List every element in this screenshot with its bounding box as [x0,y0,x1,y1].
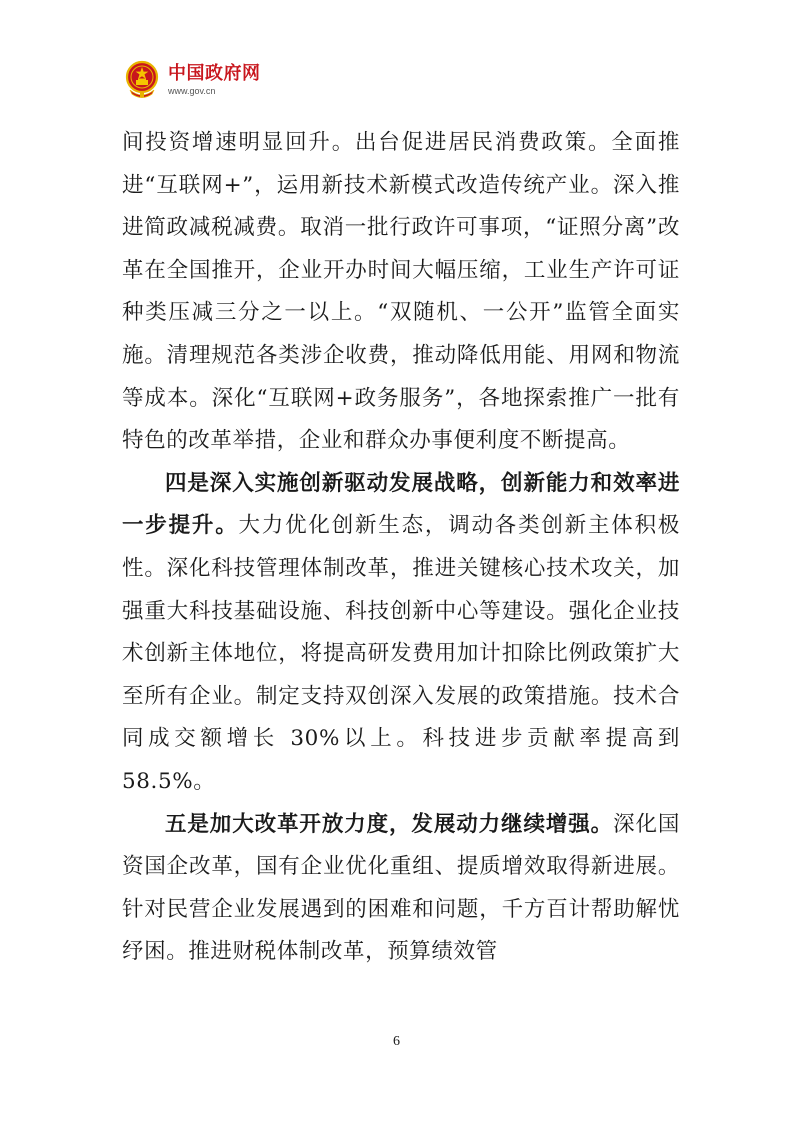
page-number: 6 [393,1034,400,1049]
paragraph-2-text: 大力优化创新生态，调动各类创新主体积极性。深化科技管理体制改革，推进关键核心技术攻关，加强重大科技基础设施、科技创新中心等建设。强化企业技术创新主体地位，将提高研发费用加计扣除比例政策扩大至所有企业。制定支持双创深入发展的政策措施。技术合同成交额增长 30%以上。科技进步贡献率提高到 58.5%。 [122,513,680,794]
paragraph-1 [122,122,680,463]
document-body [122,122,680,974]
paragraph-2 [122,463,680,804]
site-url: www.gov.cn [168,86,216,96]
site-name: 中国政府网 [168,63,261,84]
paragraph-3-heading: 五是加大改革开放力度，发展动力继续增强。 [165,811,614,837]
national-emblem-icon [124,60,160,100]
paragraph-2-heading: 四是深入实施创新驱动发展战略，创新能力和效率进一步提升。 [122,470,680,539]
brand-block [168,63,261,97]
paragraph-3-text: 深化国资国企改革，国有企业优化重组、提质增效取得新进展。针对民营企业发展遇到的困难和问题，千方百计帮助解忧纾困。推进财税体制改革，预算绩效管 [122,811,680,965]
site-header [124,58,261,102]
paragraph-1-text: 间投资增速明显回升。出台促进居民消费政策。全面推进“互联网+”，运用新技术新模式改造传统产业。深入推进简政减税减费。取消一批行政许可事项，“证照分离”改革在全国推开，企业开办时间大幅压缩，工业生产许可证种类压减三分之一以上。“双随机、一公开”监管全面实施。清理规范各类涉企收费，推动降低用能、用网和物流等成本。深化“互联网+政务服务”，各地探索推广一批有特色的改革举措，企业和群众办事便利度不断提高。 [122,130,680,454]
paragraph-3 [122,804,680,974]
